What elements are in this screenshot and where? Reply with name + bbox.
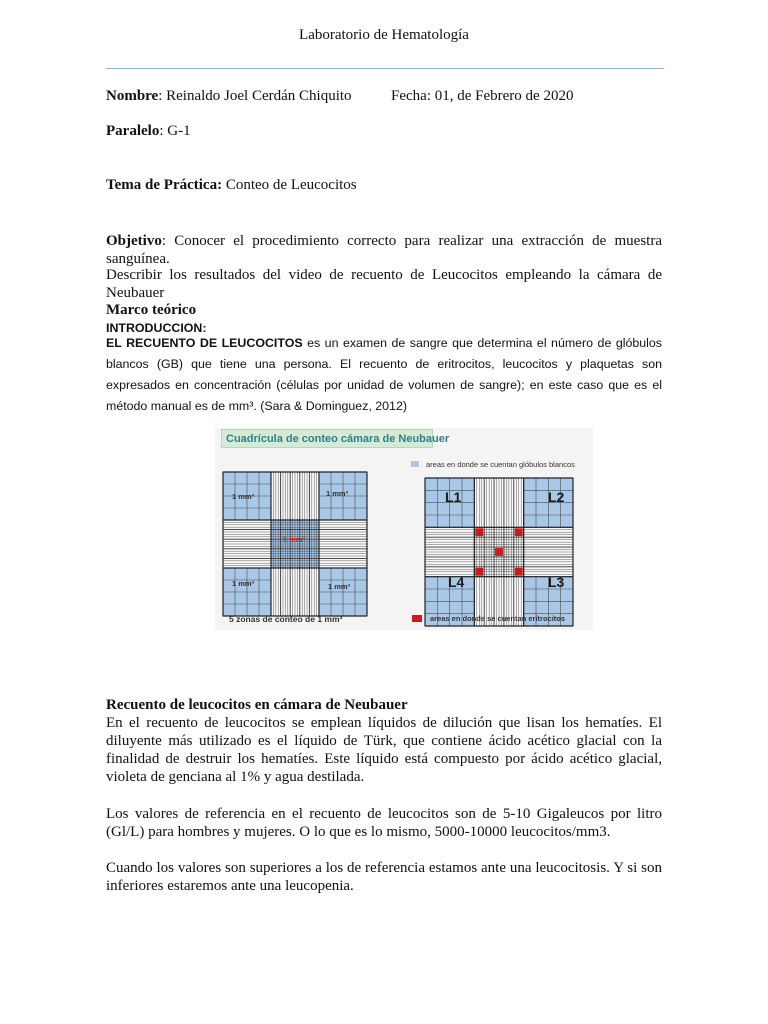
name-value: : Reinaldo Joel Cerdán Chiquito: [158, 88, 352, 104]
legend-blue-swatch: [411, 461, 419, 467]
objetivo-paragraph: [106, 232, 662, 268]
rbc-square: [515, 568, 523, 576]
recuento-paragraph-3: Cuando los valores son superiores a los de referencia estamos ante una leucocitosis. Y si son inferiores estaremos ante una leucopenia.: [106, 860, 662, 894]
label-L3: L3: [548, 574, 565, 590]
page-header-title: Laboratorio de Hematología: [299, 27, 469, 43]
header-divider: [106, 68, 664, 69]
rbc-square: [475, 568, 483, 576]
objetivo-text: : Conocer el procedimiento correcto para realizar una extracción de muestra sanguínea.: [106, 233, 662, 267]
neubauer-figure: [215, 428, 593, 630]
intro-paragraph: [106, 333, 662, 417]
recuento-paragraph-2: Los valores de referencia en el recuento de leucocitos son de 5-10 Gigaleucos por litro (Gl/L) para hombres y mujeres. O lo que es lo mismo, 5000-10000 leucocitos/mm3.: [106, 806, 662, 840]
figure-title: Cuadrícula de conteo cámara de Neubauer: [221, 429, 433, 448]
rbc-square: [475, 528, 483, 536]
paralelo-line: [106, 123, 191, 140]
figure-caption-left: 5 zonas de conteo de 1 mm³: [229, 614, 343, 624]
corner-label-tr: 1 mm³: [326, 489, 349, 498]
objetivo-paragraph-2: Describir los resultados del video de recuento de Leucocitos empleando la cámara de Neubauer: [106, 267, 662, 301]
corner-label-tl: 1 mm³: [232, 492, 255, 501]
intro-text: es un examen de sangre que determina el número de glóbulos blancos (GB) que tiene una persona. El recuento de eritrocitos, leucocitos y plaquetas son expresados en concentración (células por unidad de volumen de sangre); en este caso que es el método manual es de mm³.: [106, 336, 662, 413]
center-label: 1 mm³: [283, 535, 306, 544]
recuento-heading: Recuento de leucocitos en cámara de Neubauer: [106, 697, 408, 713]
legend-blue-text: areas en donde se cuentan glóbulos blancos: [426, 460, 575, 469]
date-line: Fecha: 01, de Febrero de 2020: [391, 88, 574, 104]
tema-value: Conteo de Leucocitos: [222, 177, 357, 193]
corner-label-bl: 1 mm³: [232, 579, 255, 588]
intro-bold: EL RECUENTO DE LEUCOCITOS: [106, 336, 303, 350]
label-L2: L2: [548, 489, 565, 505]
paralelo-label: Paralelo: [106, 123, 160, 139]
legend-red-swatch: [412, 615, 422, 622]
recuento-paragraph-1: En el recuento de leucocitos se emplean líquidos de dilución que lisan los hematíes. El diluyente más utilizado es el líquido de Türk, que contiene ácido acético glacial con la finalidad de destruir los hematíes. Este líquido está compuesto por ácido acético glacial, violeta de genciana al 1% y agua destilada.: [106, 715, 662, 785]
label-L4: L4: [448, 574, 465, 590]
intro-cite: (Sara & Dominguez, 2012): [256, 399, 407, 413]
objetivo-label: Objetivo: [106, 233, 162, 249]
corner-label-br: 1 mm³: [328, 582, 351, 591]
rbc-square: [515, 528, 523, 536]
neubauer-svg: [215, 428, 593, 630]
student-name-line: [106, 88, 352, 105]
paralelo-value: : G-1: [159, 123, 191, 139]
name-label: Nombre: [106, 88, 159, 104]
tema-label: Tema de Práctica:: [106, 177, 223, 193]
marco-heading: Marco teórico: [106, 302, 197, 318]
label-L1: L1: [445, 489, 462, 505]
rbc-square: [495, 548, 503, 556]
legend-red-text: areas en donde se cuentan eritrocitos: [430, 614, 566, 623]
tema-line: [106, 177, 357, 194]
intro-heading: INTRODUCCION:: [106, 321, 207, 335]
